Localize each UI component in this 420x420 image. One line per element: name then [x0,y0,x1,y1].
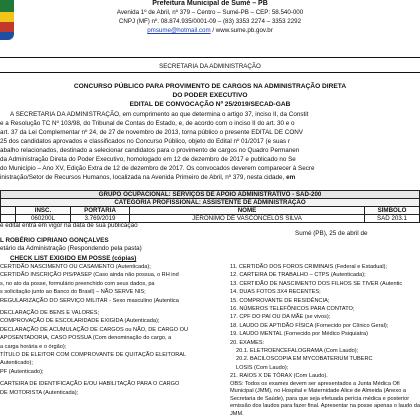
list-item: 19. LAUDO MENTAL (Fornecido por Médico Psiquiatra) [230,331,369,338]
secretaria-divider [0,72,420,73]
body-line-text: inistração/Setor de Recursos Humanos, localizada na Avenida Primeiro de Abril, nº 379, nesta cidade, [0,174,285,181]
list-item: 14. DUAS FOTOS 3X4 RECENTES; [230,289,321,296]
col-header-nome: NOME [130,207,365,215]
body-line: abalho relacionados, destinado a selecionar candidatos para o provimento de cargos no Quadro Permanen [0,147,300,154]
list-item: CERTIDÃO NASCIMENTO OU CASAMENTO (Autenticada); [0,264,151,270]
checklist-left-column [0,263,200,397]
prefeitura-address: Avenida 1º de Abril, nº 379 – Centro – Sumé-PB – CEP: 58.540-000 [116,9,304,16]
body-line: 25 dos candidatos aprovados e classificados no Concurso Público, objeto do Edital nº 01/2017 (e suas r [0,138,291,145]
obs-note: OBS: Todos os exames devem ser apresentados a Junta Médica Ofi Municipal (JMM), no Hospital e Maternidade Alice de Almeida (Anexo a Secretaria de Saúde), para que seja efetuada perícia médica e posterior emissão dos laudos para fazer final. Apresentar na posse apenas o laudo da JMM. [230,380,420,418]
table-group-header: GRUPO OCUPACIONAL: SERVIÇOS DE APOIO ADMINISTRATIVO - SAD-200 [1,191,420,199]
body-line: A SECRETARIA DA ADMINISTRAÇÃO, em cumprimento ao que determina o artigo 37, inciso II, da Constit [10,111,309,118]
list-item: 18. LAUDO DE APTIDÃO FÍSICA (Fornecido por Clínico Geral); [230,322,389,329]
body-line: art. 37 da Lei Complementar nº 24, de 27 de novembro de 2013, torna público o presente EDITAL DE CONV [0,129,303,136]
list-item: DE MOTORISTA (Autenticada); [0,389,79,396]
list-item: COMPROVAÇÃO DE ESCOLARIDADE EXIGIDA (Autenticada); [0,318,160,325]
convocation-table [0,190,420,223]
signatory-role: etário da Administração (Respondendo pela pasta) [0,245,142,252]
list-item: a carga horária e o órgão); [0,343,67,350]
col-header-simbolo: SÍMBOLO [365,207,420,215]
col-header-insc: INSC. [16,207,71,215]
header-divider [0,57,420,58]
list-item: s, no ato da posse, formulário preenchido com seus dados, pa [0,280,155,287]
secretaria-heading: SECRETARIA DA ADMINISTRAÇÃO [159,63,261,70]
prefeitura-title: Prefeitura Municipal de Sumé – PB [152,0,268,7]
list-item: 11. CERTIDÃO DOS FOROS CRIMINAIS (Federal e Estadual); [230,264,388,270]
vigor-text: e edital entra em vigor na data de sua publicação [0,222,138,229]
list-item: CERTIDÃO INSCRIÇÃO PIS/PASEP (Caso ainda não possua, o RH ind [0,272,179,279]
list-item: LOSIS (Com Laudo); [236,364,289,371]
cell-insc: 060200L [16,215,71,223]
list-item: 17. CPF DO PAI OU DA MÃE (se vivos); [230,314,331,321]
contacts-separator: / [210,27,216,34]
prefeitura-cnpj-phone: CNPJ (MF) nº. 08.874.935/0001-09 – (83) 3353 2274 – 3353 2292 [118,18,302,25]
list-item: CARTEIRA DE IDENTIFICAÇÃO E/OU HABILITAÇÃO PARA O CARGO [0,381,180,388]
cell-portaria: 3.769/2019 [71,215,130,223]
date-line: Sumé (PB), 25 de abril de [295,230,368,237]
list-item: 20.2. BACILOSCOPIA EM MYCOBATERIUM TUBERC [236,356,373,363]
list-item: PF (Autenticado); [0,368,44,375]
checklist-title: CHECK LIST EXIGIDO EM POSSE (cópias) [10,255,137,262]
list-item: Autenticado); [0,360,33,367]
site-text: www.sume.pb.gov.br [215,27,273,34]
body-line-bold-tail: em [286,174,296,181]
body-line: da Administração Direta do Poder Executivo, homologado em 12 de dezembro de 2017 e publicado no Se [0,156,296,163]
edital-title-line-3: EDITAL DE CONVOCAÇÃO Nº 25/2019/SECAD-GAB [129,101,291,108]
list-item: s solicitação junto ao Banco do Brasil) – NÃO SERVE NIS; [0,289,146,296]
edital-title-line-2: DO PODER EXECUTIVO [172,92,248,99]
list-item: 15. COMPROVANTE DE RESIDÊNCIA; [230,297,330,304]
list-item: DECLARAÇÃO DE ACUMULAÇÃO DE CARGOS ou NÃO, DE CARGO OU [0,326,189,333]
list-item: TÍTULO DE ELEITOR COM COMPROVANTE DE QUITAÇÃO ELEITORAL [0,352,187,359]
email-link[interactable]: pmsume@hotmail.com [147,27,211,34]
checklist-right-column [230,263,420,419]
table-header-row [1,207,420,215]
list-item: APOSENTADORIA, CASO POSSUA (Com denominação do cargo, a [0,335,172,342]
list-item: 20. EXAMES: [230,339,265,346]
body-line: do Município – Ano XV, Edição Extra de 12 de dezembro de 2017. Os convocados deverem comparecer à Secre [0,165,315,172]
list-item: 20.1. ELETROENCEFALOGRAMA (Com Laudo); [236,348,359,355]
list-item: 21. RAIOS X DE TÓRAX (Com Laudo). [230,373,328,380]
col-header-portaria: PORTARIA [71,207,130,215]
cell-simbolo: SAD 203.1 [365,215,420,223]
list-item: 13. CERTIDÃO DE NASCIMENTO DOS FILHOS SE TIVER (Autentic [230,280,403,287]
body-line: e a Resolução TC Nº 103/98, do Tribunal de Contas do Estado, e, de acordo com o inciso II do art. 30 e o [0,120,295,127]
edital-title-line-1: CONCURSO PÚBLICO PARA PROVIMENTO DE CARGOS NA ADMINISTRAÇÃO DIRETA [73,83,347,90]
cell-nome: JERÔNIMO DE VASCONCELOS SILVA [130,215,365,223]
list-item: DECLARAÇÃO DE BENS E VALORES; [0,310,100,317]
signatory-name: L ROBÉRIO CIPRIANO GONÇALVES [0,237,109,244]
list-item: 12. CARTEIRA DE TRABALHO – CTPS (Autenticada); [230,272,366,279]
table-category-header: CATEGORIA PROFISSIONAL: ASSISTENTE DE ADMINISTRAÇÃO [1,199,420,207]
col-header-blank [1,207,16,215]
prefeitura-contacts [0,27,420,34]
list-item: REGULARIZAÇÃO DO SERVIÇO MILITAR - Sexo masculino (Autentica [0,297,179,304]
body-line [0,173,295,183]
list-item: 16. NÚMEROS TELEFÔNICOS PARA CONTATO; [230,306,355,313]
